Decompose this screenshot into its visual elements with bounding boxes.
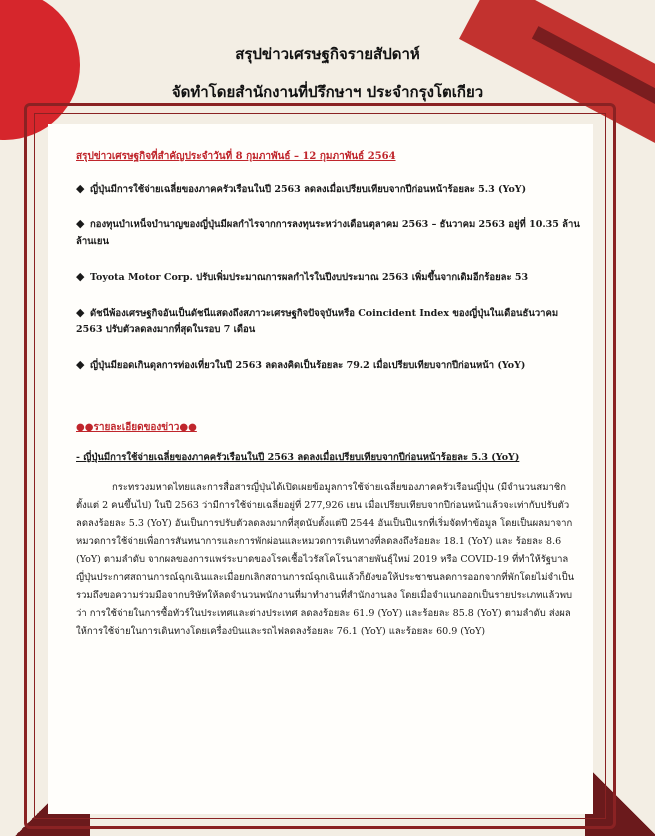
summary-item — [76, 181, 581, 197]
diamond-bullet-icon: ◆ — [76, 217, 85, 231]
details-subheading: - ญี่ปุ่นมีการใช้จ่ายเฉลี่ยของภาคครัวเรือนในปี 2563 ลดลงเมื่อเปรียบเทียบจากปีก่อนหน้าร้อยละ 5.3 (YoY) — [76, 452, 520, 464]
details-heading[interactable]: ●●รายละเอียดของข่าว●● — [76, 421, 197, 433]
summary-item-text: ญี่ปุ่นมีการใช้จ่ายเฉลี่ยของภาคครัวเรือนในปี 2563 ลดลงเมื่อเปรียบเทียบจากปีก่อนหน้าร้อยละ 5.3 (YoY) — [90, 183, 527, 195]
summary-heading[interactable]: สรุปข่าวเศรษฐกิจที่สำคัญประจำวันที่ 8 กุมภาพันธ์ – 12 กุมภาพันธ์ 2564 — [76, 151, 396, 162]
header-title-line1: สรุปข่าวเศรษฐกิจรายสัปดาห์ — [235, 45, 420, 63]
summary-item — [76, 269, 581, 285]
document-body — [76, 150, 581, 642]
summary-item-text: ญี่ปุ่นมียอดเกินดุลการท่องเที่ยวในปี 2563 ลดลงคิดเป็นร้อยละ 79.2 เมื่อเปรียบเทียบจากปีก่อนหน้า (YoY) — [90, 359, 526, 371]
details-paragraph: กระทรวงมหาดไทยและการสื่อสารญี่ปุ่นได้เปิดเผยข้อมูลการใช้จ่ายเฉลี่ยของภาคครัวเรือนญี่ปุ่น (มีจำนวนสมาชิกตั้งแต่ 2 คนขึ้นไป) ในปี 2563 ว่ามีการใช้จ่ายเฉลี่ยอยู่ที่ 277,926 เยน เมื่อเปรียบเทียบจากปีก่อนหน้าแล้วจะเท่ากับปรับตัวลดลงร้อยละ 5.3 (YoY) อันเป็นการปรับตัวลดลงมากที่สุดนับตั้งแต่ปี 2544 อันเป็นปีแรกที่เริ่มจัดทำข้อมูล โดยเป็นผลมาจากหมวดการใช้จ่ายเพื่อการสันทนาการและการพักผ่อนและหมวดการเดินทางที่ลดลงถึงร้อยละ 18.1 (YoY) และ ร้อยละ 8.6 (YoY) ตามลำดับ จากผลของการแพร่ระบาดของโรคเชื้อไวรัสโคโรนาสายพันธุ์ใหม่ 2019 หรือ COVID-19 ที่ทำให้รัฐบาลญี่ปุ่นประกาศสถานการณ์ฉุกเฉินและเมื่อยกเลิกสถานการณ์ฉุกเฉินแล้วก็ยังขอให้ประชาชนลดการออกจากที่พักโดยไม่จำเป็น รวมถึงขอความร่วมมือจากบริษัทให้ลดจำนวนพนักงานที่มาทำงานที่สำนักงานลง โดยเมื่อจำแนกออกเป็นรายประเภทแล้วพบว่า การใช้จ่ายในการซื้อทัวร์ในประเทศและต่างประเทศ ลดลงร้อยละ 61.9 (YoY) และร้อยละ 85.8 (YoY) ตามลำดับ ส่งผลให้การใช้จ่ายในการเดินทางโดยเครื่องบินและรถไฟลดลงร้อยละ 76.1 (YoY) และร้อยละ 60.9 (YoY) — [76, 482, 575, 638]
diamond-bullet-icon: ◆ — [76, 305, 85, 319]
diamond-bullet-icon: ◆ — [76, 357, 85, 371]
diamond-bullet-icon: ◆ — [76, 181, 85, 195]
summary-item-text: กองทุนบำเหน็จบำนาญของญี่ปุ่นมีผลกำไรจากการลงทุนระหว่างเดือนตุลาคม 2563 – ธันวาคม 2563 อยู่ที่ 10.35 ล้านล้านเยน — [76, 219, 580, 248]
header-title-line2: จัดทำโดยสำนักงานที่ปรึกษาฯ ประจำกรุงโตเกียว — [171, 83, 484, 101]
summary-item — [76, 214, 581, 250]
diamond-bullet-icon: ◆ — [76, 269, 85, 283]
summary-item — [76, 357, 581, 373]
summary-item-text: ดัชนีพ้องเศรษฐกิจอันเป็นดัชนีแสดงถึงสภาวะเศรษฐกิจปัจจุบันหรือ Coincident Index ของญี่ปุ่นในเดือนธันวาคม 2563 ปรับตัวลดลงมากที่สุดในรอบ 7 เดือน — [76, 307, 559, 336]
summary-item-text: Toyota Motor Corp. ปรับเพิ่มประมาณการผลกำไรในปีงบประมาณ 2563 เพิ่มขึ้นจากเดิมอีกร้อยละ 53 — [90, 271, 529, 283]
summary-item — [76, 303, 581, 339]
